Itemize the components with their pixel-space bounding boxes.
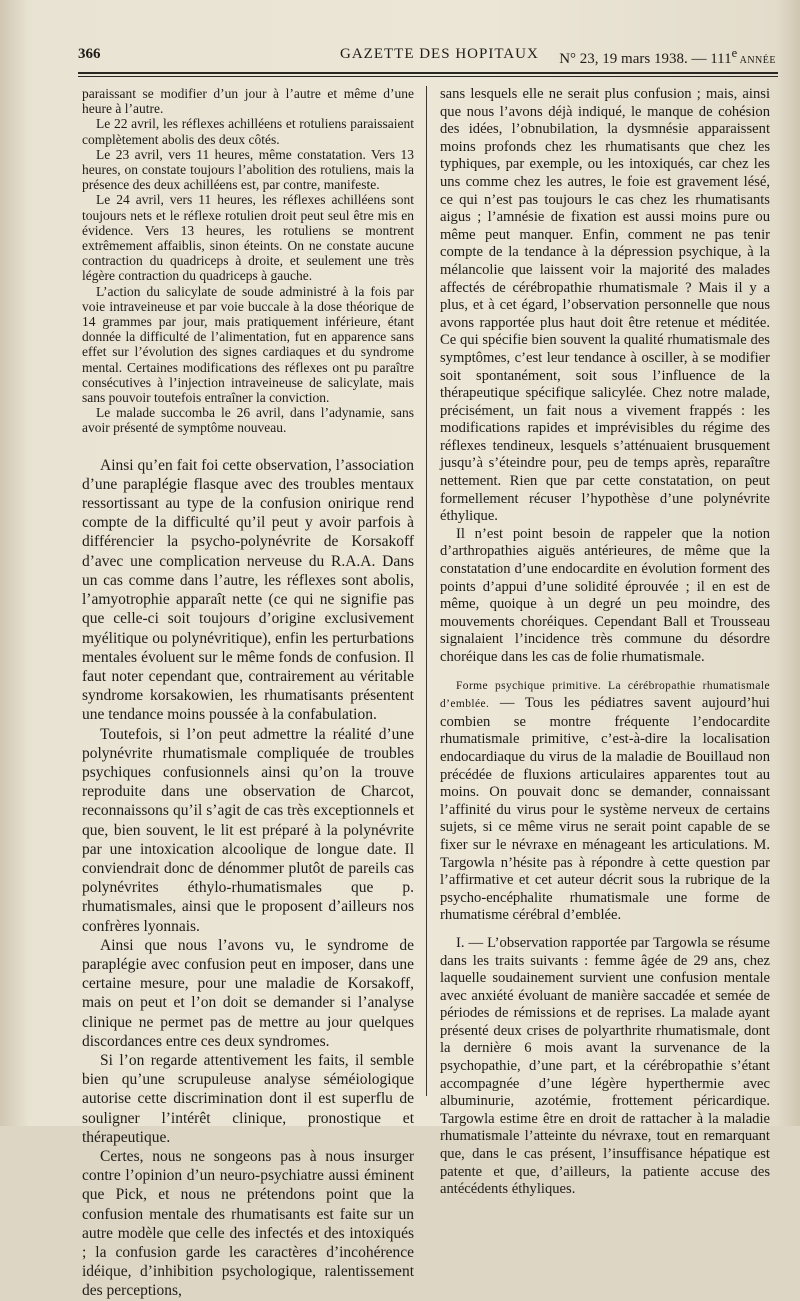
right-column [440, 86, 770, 1198]
paragraph: Certes, nous ne songeons pas à nous insurger contre l’opinion d’un neuro-psychiatre aussi éminent que Pick, et nous ne prétendons point que la confusion mentale des rhumatisants est faite sur un autre modèle que celle des infectés et des intoxiqués ; la confusion garde les caractères d’incohérence idéique, d’inhibition psychologique, ralentissement des perceptions, [82, 1147, 414, 1300]
paragraph: Ainsi qu’en fait foi cette observation, l’association d’une paraplégie flasque avec des troubles mentaux ressortissant au type de la confusion onirique rend compte de la difficulté qu’il peut y avoir parfois à différencier la psycho-polynévrite de Korsakoff d’avec une complication nerveuse du R.A.A. Dans un cas comme dans l’autre, les réflexes sont abolis, l’amyotrophie apparaît nette (ce qui ne signifie pas que celle-ci soit toujours d’origine exclusivement myélitique ou polynévritique), enfin les perturbations mentales évoluent sur le même fonds de confusion. Il faut noter cependant que, contrairement au véritable syndrome korsakowien, les rhumatisants présentent une tendance moins poussée à la confabulation. [82, 456, 414, 724]
paragraph: Ainsi que nous l’avons vu, le syndrome de paraplégie avec confusion peut en imposer, dans une certaine mesure, pour une maladie de Korsakoff, mais on peut et l’on doit se demander si l’analyse clinique ne permet pas de mettre au jour quelques discordances entre ces deux syndromes. [82, 936, 414, 1050]
header-rule [78, 72, 778, 74]
issue-info [559, 46, 776, 68]
paragraph: Le 24 avril, vers 11 heures, les réflexes achilléens sont toujours nets et le réflexe rotulien droit peut seul être mis en évidence. Vers 13 heures, les rotuliens se montrent extrêmement affaiblis, sinon éteints. On ne constate aucune contraction du quadriceps à droite, et seulement une très légère contraction du quadriceps à gauche. [82, 192, 414, 284]
paragraph: Le 23 avril, vers 11 heures, même constatation. Vers 13 heures, on constate toujours l’abolition des rotuliens, mais la présence des deux achilléens est, par contre, manifeste. [82, 146, 414, 193]
journal-title: GAZETTE DES HOPITAUX [340, 46, 539, 62]
column-divider [426, 86, 427, 1096]
paragraph: Il n’est point besoin de rappeler que la notion d’arthropathies aiguës antérieures, de même que la constatation d’une endocardite en évolution forment des points d’appui d’une solidité éprouvée ; il en est de même, quoique à un degré un peu moindre, des mouvements choréiques. Cependant Ball et Trousseau signalaient l’incidence très commune du désordre choréique dans les cas de folie rhumatismale. [440, 525, 770, 665]
issue-ordinal: e [731, 46, 738, 60]
paragraph: Le 22 avril, les réflexes achilléens et rotuliens paraissaient complètement abolis des deux côtés. [82, 116, 414, 147]
running-header [78, 46, 776, 70]
section-text: — Tous les pédiatres savent aujourd’hui combien se montre fréquente l’endocardite rhumatismale primitive, c’est-à-dire la localisation endocardiaque du virus de la maladie de Bouillaud non précédée de fluxions articulaires apparentes tout au moins. On pouvait donc se demander, connaissant l’affinité du virus pour le système nerveux de certains sujets, si ce même virus ne serait point capable de se fixer sur le névraxe en ménageant les articulations. M. Targowla n’hésite pas à répondre à cette question par l’affirmative et cet auteur décrit sous la rubrique de la psycho-encéphalite rhumatismale une forme de rhumatisme cérébral d’emblée. [440, 695, 770, 924]
left-column [82, 86, 414, 1300]
paragraph: Le malade succomba le 26 avril, dans l’adynamie, sans avoir présenté de symptôme nouveau. [82, 405, 414, 436]
issue-year-label: ANNÉE [737, 55, 776, 66]
paragraph: I. — L’observation rapportée par Targowla se résume dans les traits suivants : femme âgée de 29 ans, chez laquelle soudainement survient une confusion mentale avec anxiété évoluant de manière saccadée et semée de périodes de rémissions et de reprises. La malade ayant présenté deux crises de polyarthrite rhumatismale, dont la dernière 6 mois avant la survenance de la psychopathie, d’une part, et la cérébropathie s’étant accompagnée d’une légère hyperthermie avec albuminurie, azotémie, frottement péricardique. Targowla estime être en droit de rattacher à la maladie rhumatismale l’atteinte du névraxe, tout en remarquant que, dans le cas présent, l’insuffisance hépatique est patente et que, d’ailleurs, la patiente accuse des antécédents éthyliques. [440, 934, 770, 1198]
issue-date: N° 23, 19 mars 1938. — 111 [559, 51, 732, 67]
paragraph: sans lesquels elle ne serait plus confusion ; mais, ainsi que nous l’avons déjà indiqué, le manque de cohésion des idées, l’obnubilation, la dysmnésie apparaissent moins profonds chez les rhumatisants que chez les typhiques, par exemple, ou les intoxiqués, car chez les uns comme chez les autres, le foie est gravement lésé, ce qui n’est pas toujours le cas chez les rhumatisants aigus ; l’amnésie de fixation est aussi moins pure ou même peut manquer. Enfin, comment ne pas tenir compte de la tendance à la dépression psychique, à la mélancolie que laissent voir la majorité des malades affectés de cérébropathie rhumatismale ? Mais il y a plus, et à cet égard, l’observation personnelle que nous avons rapportée plus haut doit être retenue et méditée. Ce qui spécifie bien souvent la qualité rhumatismale des symptômes, c’est leur tendance à osciller, à se modifier soit spontanément, soit sous l’influence de la thérapeutique spécifique salicylée. Chez notre malade, précisément, un fait nous a vivement frappés : les modifications rapides et imprévisibles du régime des réflexes tendineux, lesquels s’atténuaient brusquement jusqu’à s’éteindre pour, peu de temps après, reparaître nettement. Rien que par cette constatation, on peut formellement récuser l’hypothèse d’une polynévrite éthylique. [440, 86, 770, 525]
paragraph: Toutefois, si l’on peut admettre la réalité d’une polynévrite rhumatismale compliquée de troubles psychiques confusionnels ainsi qu’on la trouve reproduite dans une observation de Charcot, reconnaissons qu’il s’agit de cas très exceptionnels et que, bien souvent, le lit est préparé à la polynévrite par une intoxication alcoolique de longue date. Il conviendrait donc de dénommer plutôt de pareils cas polynévrites éthylo-rhumatismales que p. rhumatismales, ainsi que le proposent d’ailleurs nos confrères lyonnais. [82, 725, 414, 935]
section-heading: Forme psychique primitive. La cérébropathie rhumatismale d’emblée. [440, 679, 770, 711]
page-number: 366 [78, 46, 101, 62]
header-rule-thin [78, 76, 778, 77]
section-paragraph [440, 677, 770, 925]
paragraph: Si l’on regarde attentivement les faits, il semble bien qu’une scrupuleuse analyse séméiologique autorise cette discrimination dont il est superflu de souligner l’intérêt clinique, pronostique et thérapeutique. [82, 1051, 414, 1146]
paragraph: L’action du salicylate de soude administré à la fois par voie intraveineuse et par voie buccale à la dose théorique de 14 grammes par jour, mais pratiquement inférieure, étant donnée la difficulté de l’alimentation, fut en apparence sans effet sur l’évolution des signes cardiaques et du syndrome mental. Certaines modifications des réflexes ont pu paraître consécutives à l’injection intraveineuse de salicylate, mais sans pouvoir toutefois entraîner la conviction. [82, 283, 414, 406]
paragraph: paraissant se modifier d’un jour à l’autre et même d’une heure à l’autre. [82, 86, 414, 117]
